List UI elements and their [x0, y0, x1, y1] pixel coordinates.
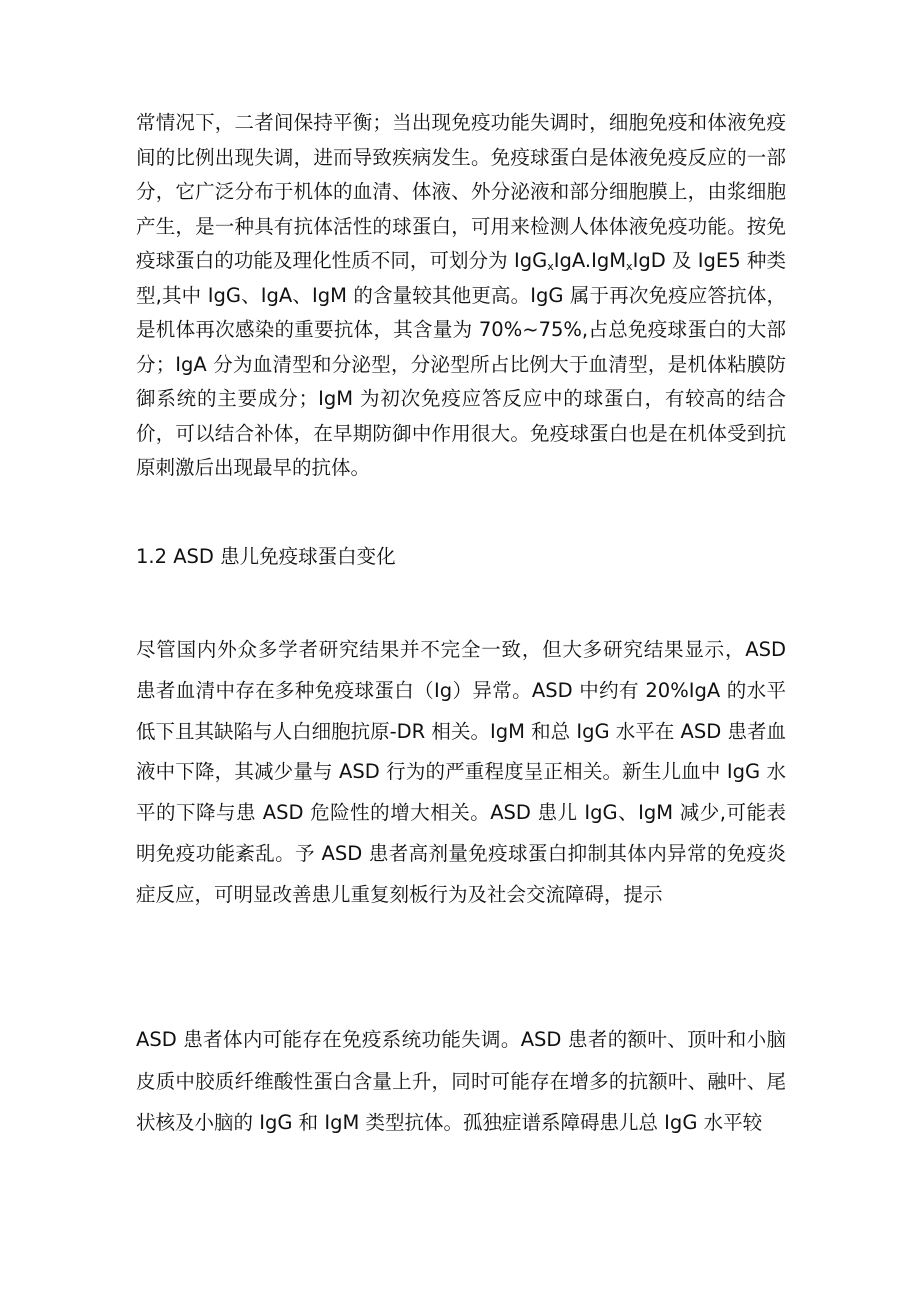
subscript-x-1: x [547, 260, 554, 273]
subscript-x-2: x [626, 260, 633, 273]
paragraph-asd-immune-dysfunction: ASD 患者体内可能存在免疫系统功能失调。ASD 患者的额叶、顶叶和小脑皮质中胶质纤维酸性蛋白含量上升，同时可能存在增多的抗额叶、融叶、尾状核及小脑的 IgG 和 IgM 类型抗体。孤独症谱系障碍患儿总 IgG 水平较 [136, 1028, 786, 1134]
paragraph-1-text-c: IgD 及 IgE5 种类型,其中 IgG、IgA、IgM 的含量较其他更高。IgG 属于再次免疫应答抗体，是机体再次感染的重要抗体，其含量为 70%~75%,占总免疫球蛋白的大部分；IgA 分为血清型和分泌型，分泌型所占比例大于血清型，是机体粘膜防御系统的主要成分；IgM 为初次免疫应答反应中的球蛋白，有较高的结合价，可以结合补体，在早期防御中作用很大。免疫球蛋白也是在机体受到抗原刺激后出现最早的抗体。 [136, 249, 786, 479]
paragraph-1-text-b: IgA.IgM [553, 249, 627, 272]
paragraph-asd-immunoglobulin-changes: 尽管国内外众多学者研究结果并不完全一致，但大多研究结果显示，ASD 患者血清中存在多种免疫球蛋白（Ig）异常。ASD 中约有 20%IgA 的水平低下且其缺陷与人白细胞抗原-DR 相关。IgM 和总 IgG 水平在 ASD 患者血液中下降，其减少量与 ASD 行为的严重程度呈正相关。新生儿血中 IgG 水平的下降与患 ASD 危险性的增大相关。ASD 患儿 IgG、IgM 减少,可能表明免疫功能紊乱。予 ASD 患者高剂量免疫球蛋白抑制其体内异常的免疫炎症反应，可明显改善患儿重复刻板行为及社会交流障碍，提示 [136, 638, 786, 906]
paragraph-1-text-a: 常情况下，二者间保持平衡；当出现免疫功能失调时，细胞免疫和体液免疫间的比例出现失调，进而导致疾病发生。免疫球蛋白是体液免疫反应的一部分，它广泛分布于机体的血清、体液、外分泌液和部分细胞膜上，由浆细胞产生，是一种具有抗体活性的球蛋白，可用来检测人体体液免疫功能。按免疫球蛋白的功能及理化性质不同，可划分为 IgG [136, 111, 786, 272]
section-heading: 1.2 ASD 患儿免疫球蛋白变化 [136, 545, 396, 568]
paragraph-immunoglobulin-overview [136, 106, 786, 486]
